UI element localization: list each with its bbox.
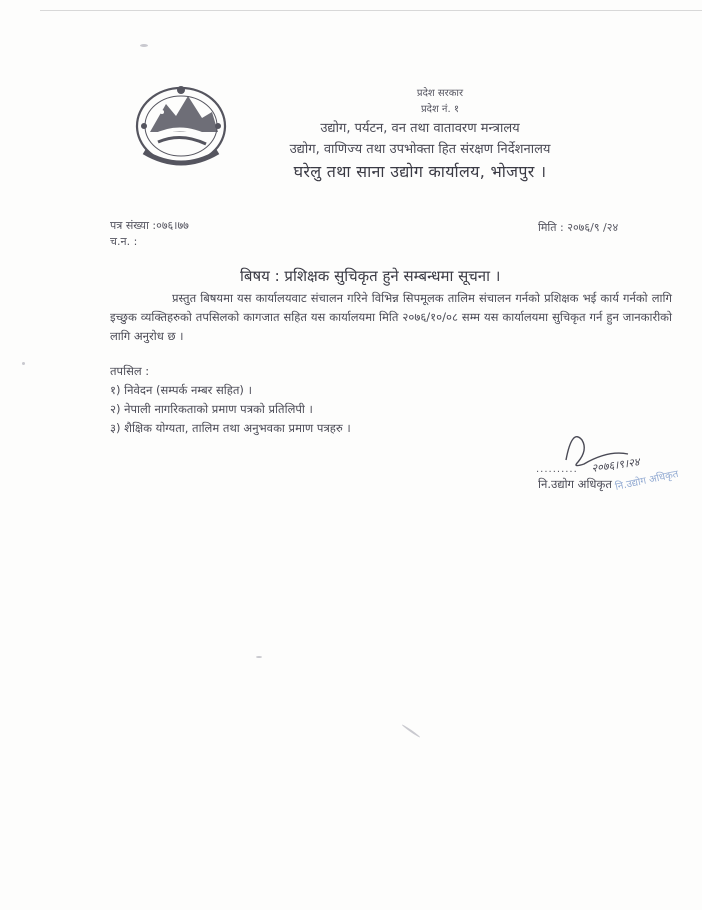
details-heading: तपसिल : <box>110 364 150 378</box>
office-line: घरेलु तथा साना उद्योग कार्यालय, भोजपुर । <box>293 162 547 181</box>
dispatch-number: च.न. : <box>110 235 138 248</box>
scan-speck <box>256 656 262 658</box>
list-item: ३) शैक्षिक योग्यता, तालिम तथा अनुभवका प्रमाण पत्रहरु । <box>110 421 351 435</box>
scan-speck <box>140 44 148 47</box>
letter-date: मिति : २०७६/९ /२४ <box>538 221 619 234</box>
govt-line: प्रदेश सरकार <box>416 88 464 99</box>
signature-date: २०७६।९।२४ <box>590 455 641 475</box>
ministry-line: उद्योग, पर्यटन, वन तथा वातावरण मन्त्रालय <box>320 121 520 136</box>
subject-line: बिषय : प्रशिक्षक सुचिकृत हुने सम्बन्धमा सूचना । <box>240 267 501 285</box>
scan-edge-line <box>40 10 702 11</box>
province-line: प्रदेश नं. १ <box>420 104 460 115</box>
details-list <box>110 362 351 438</box>
body-paragraph: प्रस्तुत बिषयमा यस कार्यालयवाट संचालन गरिने विभिन्न सिपमूलक तालिम संचालन गर्नको प्रशिक्षक भई कार्य गर्नको लागि इच्छुक व्यक्तिहरुको तपसिलको कागजात सहित यस कार्यालयमा मिति २०७६/१०/०८ सम्म यस कार्यालयमा सुचिकृत गर्न हुन जानकारीको लागि अनुरोध छ । <box>110 291 672 343</box>
directorate-line: उद्योग, वाणिज्य तथा उपभोक्ता हित संरक्षण निर्देशनालय <box>289 142 551 157</box>
letter-number: पत्र संख्या :०७६।७७ <box>110 219 189 232</box>
scan-speck <box>401 724 420 738</box>
signature-dotted-line: .......... <box>536 464 578 475</box>
reference-block <box>110 218 189 250</box>
scan-speck <box>22 362 25 365</box>
officer-title: नि.उद्योग अधिकृत <box>538 477 612 491</box>
signature-area <box>528 420 698 510</box>
list-item: २) नेपाली नागरिकताको प्रमाण पत्रको प्रतिलिपी । <box>110 402 313 416</box>
list-item: १) निवेदन (सम्पर्क नम्बर सहित) । <box>110 383 252 397</box>
office-stamp: नि.उद्योग अधिकृत <box>614 468 680 493</box>
nepal-emblem-icon <box>132 82 230 168</box>
letterhead <box>240 86 600 184</box>
